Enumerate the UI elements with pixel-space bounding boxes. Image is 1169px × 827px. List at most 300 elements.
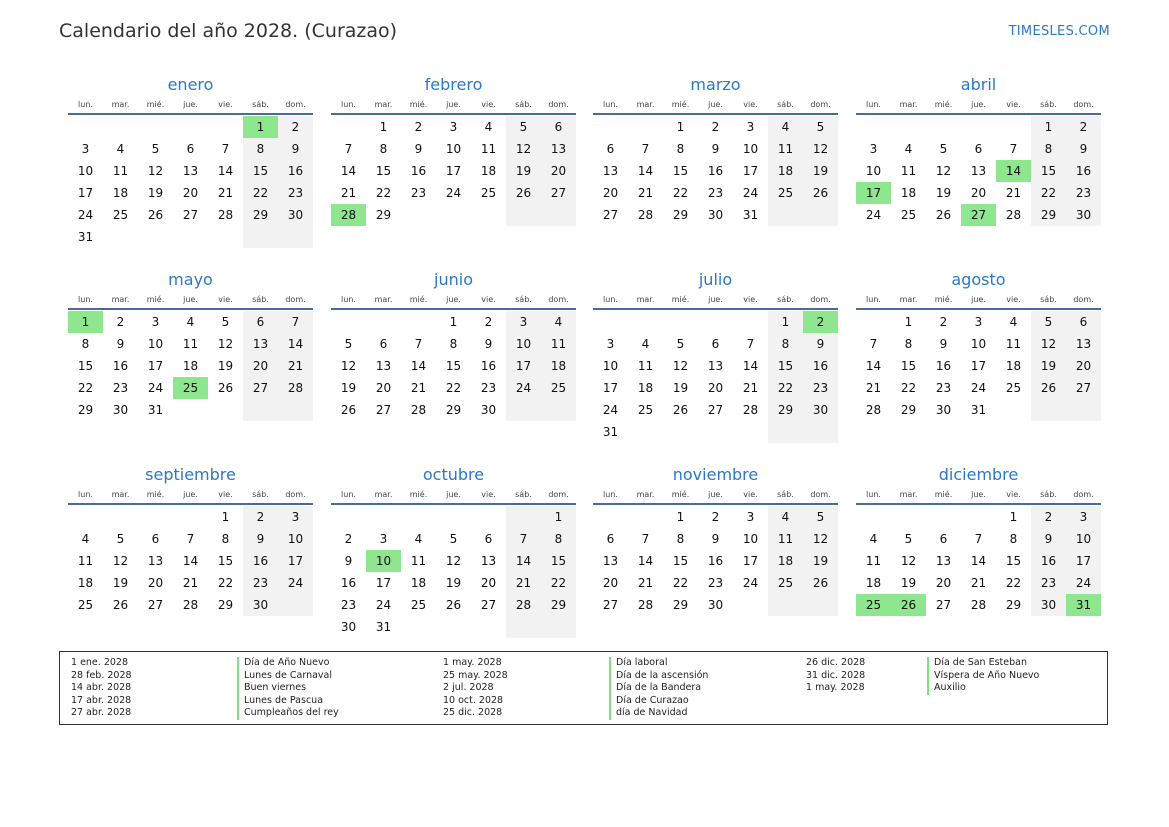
day-cell: 1 bbox=[379, 120, 388, 134]
month-name: diciembre bbox=[938, 465, 1019, 484]
weekday-label: mié. bbox=[934, 295, 953, 304]
weekday-label: vie. bbox=[743, 490, 758, 499]
day-cell: 13 bbox=[970, 164, 987, 178]
month-name: agosto bbox=[951, 270, 1006, 289]
holiday-day-cell: 1 bbox=[68, 311, 103, 333]
empty-cell bbox=[68, 506, 103, 528]
weekday-label: jue. bbox=[183, 295, 198, 304]
legend-date: 14 abr. 2028 bbox=[71, 682, 132, 694]
empty-cell bbox=[243, 226, 278, 248]
day-cell: 30 bbox=[1031, 594, 1066, 616]
holiday-day-cell: 14 bbox=[996, 160, 1031, 182]
holiday-day-cell: 2 bbox=[803, 311, 838, 333]
day-cell: 12 bbox=[803, 138, 838, 160]
empty-cell bbox=[331, 506, 366, 528]
day-cell: 12 bbox=[506, 138, 541, 160]
weekday-label: mar. bbox=[111, 490, 130, 499]
day-cell: 3 bbox=[379, 532, 388, 546]
weekday-label: mié. bbox=[934, 100, 953, 109]
day-cell: 27 bbox=[602, 598, 619, 612]
legend-date: 25 dic. 2028 bbox=[443, 707, 503, 719]
days-grid bbox=[856, 116, 1101, 226]
empty-cell bbox=[768, 204, 803, 226]
day-cell: 18 bbox=[182, 359, 199, 373]
weekday-label: vie. bbox=[481, 490, 496, 499]
day-cell: 17 bbox=[445, 164, 462, 178]
day-cell: 18 bbox=[541, 355, 576, 377]
empty-cell bbox=[961, 506, 996, 528]
empty-cell bbox=[366, 506, 401, 528]
weekday-label: mié. bbox=[934, 490, 953, 499]
day-cell: 12 bbox=[340, 359, 357, 373]
header-divider bbox=[331, 503, 576, 505]
days-grid bbox=[68, 116, 313, 248]
day-cell: 10 bbox=[77, 164, 94, 178]
legend-names-col-1 bbox=[237, 657, 339, 720]
day-cell: 30 bbox=[340, 620, 357, 634]
empty-cell bbox=[173, 399, 208, 421]
weekday-label: jue. bbox=[183, 490, 198, 499]
legend-holiday-name: Cumpleaños del rey bbox=[244, 707, 339, 719]
month-name: noviembre bbox=[672, 465, 759, 484]
day-cell: 3 bbox=[746, 510, 755, 524]
day-cell: 14 bbox=[970, 554, 987, 568]
month-name: marzo bbox=[690, 75, 741, 94]
day-cell: 4 bbox=[484, 120, 493, 134]
month-name: enero bbox=[167, 75, 214, 94]
month-diciembre bbox=[856, 464, 1101, 616]
day-cell: 6 bbox=[186, 142, 195, 156]
day-cell: 29 bbox=[375, 208, 392, 222]
legend-holiday-name: Día de la ascensión bbox=[616, 669, 709, 681]
day-cell: 22 bbox=[77, 381, 94, 395]
days-grid bbox=[593, 311, 838, 443]
day-cell: 19 bbox=[672, 381, 689, 395]
day-cell: 22 bbox=[1031, 182, 1066, 204]
day-cell: 5 bbox=[939, 142, 948, 156]
month-name: junio bbox=[434, 270, 473, 289]
day-cell: 26 bbox=[672, 403, 689, 417]
empty-cell bbox=[68, 116, 103, 138]
day-cell: 10 bbox=[742, 532, 759, 546]
weekday-label: sáb. bbox=[777, 295, 794, 304]
day-cell: 12 bbox=[217, 337, 234, 351]
weekday-label: sáb. bbox=[777, 490, 794, 499]
day-cell: 23 bbox=[707, 576, 724, 590]
day-cell: 7 bbox=[344, 142, 353, 156]
day-cell: 15 bbox=[672, 554, 689, 568]
day-cell: 16 bbox=[1066, 160, 1101, 182]
legend-dates-col-1 bbox=[71, 657, 132, 720]
day-cell: 5 bbox=[506, 116, 541, 138]
day-cell: 15 bbox=[541, 550, 576, 572]
day-cell: 4 bbox=[869, 532, 878, 546]
empty-cell bbox=[628, 311, 663, 333]
day-cell: 17 bbox=[970, 359, 987, 373]
weekday-label: jue. bbox=[183, 100, 198, 109]
weekday-label: lun. bbox=[78, 490, 93, 499]
day-cell: 6 bbox=[711, 337, 720, 351]
day-cell: 24 bbox=[865, 208, 882, 222]
day-cell: 1 bbox=[676, 510, 685, 524]
day-cell: 18 bbox=[1005, 359, 1022, 373]
day-cell: 26 bbox=[147, 208, 164, 222]
day-cell: 20 bbox=[707, 381, 724, 395]
empty-cell bbox=[401, 506, 436, 528]
empty-cell bbox=[103, 506, 138, 528]
weekday-header bbox=[331, 488, 576, 502]
day-cell: 14 bbox=[340, 164, 357, 178]
day-cell: 15 bbox=[445, 359, 462, 373]
day-cell: 28 bbox=[217, 208, 234, 222]
empty-cell bbox=[506, 399, 541, 421]
legend-date: 17 abr. 2028 bbox=[71, 694, 132, 706]
days-grid bbox=[331, 506, 576, 638]
day-cell: 13 bbox=[375, 359, 392, 373]
day-cell: 28 bbox=[278, 377, 313, 399]
weekday-label: lun. bbox=[866, 490, 881, 499]
day-cell: 7 bbox=[746, 337, 755, 351]
day-cell: 29 bbox=[217, 598, 234, 612]
month-name: abril bbox=[960, 75, 997, 94]
weekday-label: sáb. bbox=[515, 295, 532, 304]
day-cell: 5 bbox=[221, 315, 230, 329]
month-name: julio bbox=[698, 270, 733, 289]
day-cell: 19 bbox=[935, 186, 952, 200]
legend-holiday-name: Día de Año Nuevo bbox=[244, 657, 330, 668]
day-cell: 8 bbox=[449, 337, 458, 351]
month-julio bbox=[593, 269, 838, 443]
site-link[interactable]: TIMESLES.COM bbox=[1008, 24, 1110, 39]
empty-cell bbox=[768, 594, 803, 616]
day-cell: 6 bbox=[606, 532, 615, 546]
day-cell: 25 bbox=[1005, 381, 1022, 395]
day-cell: 24 bbox=[1066, 572, 1101, 594]
header-divider bbox=[856, 308, 1101, 310]
day-cell: 10 bbox=[506, 333, 541, 355]
day-cell: 1 bbox=[541, 506, 576, 528]
empty-cell bbox=[331, 116, 366, 138]
weekday-label: lun. bbox=[341, 100, 356, 109]
day-cell: 4 bbox=[1009, 315, 1018, 329]
day-cell: 24 bbox=[602, 403, 619, 417]
weekday-label: vie. bbox=[481, 295, 496, 304]
day-cell: 1 bbox=[1031, 116, 1066, 138]
legend-date: 1 may. 2028 bbox=[443, 657, 502, 668]
day-cell: 9 bbox=[116, 337, 125, 351]
month-noviembre bbox=[593, 464, 838, 616]
day-cell: 1 bbox=[768, 311, 803, 333]
days-grid bbox=[593, 116, 838, 226]
header-divider bbox=[68, 113, 313, 115]
empty-cell bbox=[733, 311, 768, 333]
holiday-day-cell: 28 bbox=[331, 204, 366, 226]
day-cell: 12 bbox=[112, 554, 129, 568]
weekday-label: mié. bbox=[671, 100, 690, 109]
day-cell: 30 bbox=[278, 204, 313, 226]
empty-cell bbox=[803, 204, 838, 226]
day-cell: 8 bbox=[904, 337, 913, 351]
empty-cell bbox=[628, 116, 663, 138]
empty-cell bbox=[698, 421, 733, 443]
day-cell: 30 bbox=[707, 598, 724, 612]
day-cell: 20 bbox=[1066, 355, 1101, 377]
weekday-label: vie. bbox=[218, 490, 233, 499]
legend-holiday-name: Día laboral bbox=[616, 657, 668, 668]
day-cell: 11 bbox=[865, 554, 882, 568]
day-cell: 14 bbox=[182, 554, 199, 568]
day-cell: 9 bbox=[344, 554, 353, 568]
day-cell: 21 bbox=[742, 381, 759, 395]
day-cell: 15 bbox=[672, 164, 689, 178]
weekday-label: lun. bbox=[341, 490, 356, 499]
day-cell: 19 bbox=[900, 576, 917, 590]
day-cell: 15 bbox=[768, 355, 803, 377]
day-cell: 24 bbox=[742, 576, 759, 590]
days-grid bbox=[593, 506, 838, 616]
weekday-label: dom. bbox=[548, 295, 569, 304]
weekday-label: mar. bbox=[111, 100, 130, 109]
day-cell: 6 bbox=[151, 532, 160, 546]
days-grid bbox=[68, 506, 313, 616]
page-title: Calendario del año 2028. (Curazao) bbox=[59, 20, 398, 42]
day-cell: 12 bbox=[445, 554, 462, 568]
day-cell: 19 bbox=[147, 186, 164, 200]
day-cell: 22 bbox=[375, 186, 392, 200]
day-cell: 9 bbox=[414, 142, 423, 156]
day-cell: 21 bbox=[340, 186, 357, 200]
weekday-label: lun. bbox=[78, 100, 93, 109]
day-cell: 18 bbox=[900, 186, 917, 200]
empty-cell bbox=[891, 506, 926, 528]
day-cell: 7 bbox=[221, 142, 230, 156]
day-cell: 15 bbox=[375, 164, 392, 178]
day-cell: 5 bbox=[116, 532, 125, 546]
day-cell: 1 bbox=[449, 315, 458, 329]
day-cell: 22 bbox=[541, 572, 576, 594]
day-cell: 29 bbox=[1005, 598, 1022, 612]
day-cell: 7 bbox=[414, 337, 423, 351]
day-cell: 8 bbox=[1031, 138, 1066, 160]
weekday-label: sáb. bbox=[515, 490, 532, 499]
empty-cell bbox=[628, 506, 663, 528]
empty-cell bbox=[471, 616, 506, 638]
day-cell: 3 bbox=[506, 311, 541, 333]
day-cell: 3 bbox=[1066, 506, 1101, 528]
day-cell: 31 bbox=[375, 620, 392, 634]
day-cell: 5 bbox=[1031, 311, 1066, 333]
day-cell: 4 bbox=[81, 532, 90, 546]
empty-cell bbox=[768, 421, 803, 443]
day-cell: 1 bbox=[1009, 510, 1018, 524]
day-cell: 22 bbox=[672, 186, 689, 200]
day-cell: 15 bbox=[77, 359, 94, 373]
day-cell: 2 bbox=[414, 120, 423, 134]
legend-date: 25 may. 2028 bbox=[443, 669, 508, 681]
weekday-label: vie. bbox=[1006, 100, 1021, 109]
day-cell: 3 bbox=[974, 315, 983, 329]
weekday-label: dom. bbox=[285, 490, 306, 499]
weekday-label: dom. bbox=[1073, 295, 1094, 304]
month-name: octubre bbox=[422, 465, 485, 484]
day-cell: 27 bbox=[243, 377, 278, 399]
day-cell: 29 bbox=[672, 208, 689, 222]
day-cell: 21 bbox=[637, 186, 654, 200]
day-cell: 9 bbox=[243, 528, 278, 550]
day-cell: 8 bbox=[676, 142, 685, 156]
header-divider bbox=[68, 308, 313, 310]
empty-cell bbox=[401, 204, 436, 226]
month-mayo bbox=[68, 269, 313, 421]
weekday-label: jue. bbox=[971, 295, 986, 304]
weekday-label: dom. bbox=[1073, 100, 1094, 109]
legend-holiday-name: día de Navidad bbox=[616, 707, 688, 719]
day-cell: 21 bbox=[217, 186, 234, 200]
weekday-label: mié. bbox=[146, 100, 165, 109]
month-marzo bbox=[593, 74, 838, 226]
day-cell: 13 bbox=[1066, 333, 1101, 355]
weekday-label: sáb. bbox=[515, 100, 532, 109]
day-cell: 28 bbox=[970, 598, 987, 612]
empty-cell bbox=[278, 399, 313, 421]
day-cell: 20 bbox=[182, 186, 199, 200]
day-cell: 30 bbox=[480, 403, 497, 417]
day-cell: 29 bbox=[672, 598, 689, 612]
day-cell: 9 bbox=[1031, 528, 1066, 550]
day-cell: 28 bbox=[637, 598, 654, 612]
empty-cell bbox=[506, 506, 541, 528]
day-cell: 1 bbox=[221, 510, 230, 524]
day-cell: 23 bbox=[935, 381, 952, 395]
legend-date: 31 dic. 2028 bbox=[806, 669, 866, 681]
empty-cell bbox=[593, 311, 628, 333]
empty-cell bbox=[926, 116, 961, 138]
day-cell: 7 bbox=[641, 532, 650, 546]
empty-cell bbox=[856, 116, 891, 138]
weekday-header bbox=[856, 293, 1101, 307]
weekday-label: sáb. bbox=[777, 100, 794, 109]
day-cell: 19 bbox=[112, 576, 129, 590]
day-cell: 27 bbox=[375, 403, 392, 417]
day-cell: 3 bbox=[278, 506, 313, 528]
day-cell: 6 bbox=[974, 142, 983, 156]
day-cell: 18 bbox=[768, 160, 803, 182]
day-cell: 19 bbox=[506, 160, 541, 182]
weekday-header bbox=[856, 488, 1101, 502]
weekday-label: mié. bbox=[146, 490, 165, 499]
day-cell: 30 bbox=[707, 208, 724, 222]
legend-date: 27 abr. 2028 bbox=[71, 707, 132, 719]
day-cell: 14 bbox=[637, 554, 654, 568]
day-cell: 16 bbox=[1031, 550, 1066, 572]
day-cell: 23 bbox=[1066, 182, 1101, 204]
day-cell: 16 bbox=[707, 554, 724, 568]
day-cell: 5 bbox=[344, 337, 353, 351]
empty-cell bbox=[506, 204, 541, 226]
empty-cell bbox=[733, 421, 768, 443]
month-name: septiembre bbox=[145, 465, 236, 484]
day-cell: 9 bbox=[484, 337, 493, 351]
day-cell: 8 bbox=[1009, 532, 1018, 546]
empty-cell bbox=[593, 506, 628, 528]
weekday-label: jue. bbox=[446, 100, 461, 109]
day-cell: 5 bbox=[904, 532, 913, 546]
empty-cell bbox=[926, 506, 961, 528]
day-cell: 12 bbox=[147, 164, 164, 178]
day-cell: 25 bbox=[541, 377, 576, 399]
day-cell: 11 bbox=[768, 138, 803, 160]
legend-holiday-name: Día de la Bandera bbox=[616, 682, 702, 694]
day-cell: 20 bbox=[935, 576, 952, 590]
day-cell: 18 bbox=[112, 186, 129, 200]
holiday-day-cell: 17 bbox=[856, 182, 891, 204]
day-cell: 20 bbox=[970, 186, 987, 200]
day-cell: 4 bbox=[768, 116, 803, 138]
day-cell: 12 bbox=[672, 359, 689, 373]
day-cell: 11 bbox=[768, 528, 803, 550]
empty-cell bbox=[996, 116, 1031, 138]
empty-cell bbox=[243, 399, 278, 421]
legend-holiday-name: Día de San Esteban bbox=[934, 657, 1027, 668]
weekday-label: dom. bbox=[285, 100, 306, 109]
day-cell: 15 bbox=[243, 160, 278, 182]
day-cell: 28 bbox=[1005, 208, 1022, 222]
day-cell: 11 bbox=[900, 164, 917, 178]
day-cell: 9 bbox=[711, 142, 720, 156]
weekday-label: dom. bbox=[810, 295, 831, 304]
legend-holiday-name: Lunes de Carnaval bbox=[244, 669, 332, 681]
day-cell: 6 bbox=[1066, 311, 1101, 333]
empty-cell bbox=[541, 399, 576, 421]
legend-holiday-name: Lunes de Pascua bbox=[244, 694, 324, 706]
header-divider bbox=[331, 113, 576, 115]
day-cell: 19 bbox=[217, 359, 234, 373]
day-cell: 13 bbox=[243, 333, 278, 355]
weekday-label: mié. bbox=[146, 295, 165, 304]
day-cell: 27 bbox=[480, 598, 497, 612]
empty-cell bbox=[173, 506, 208, 528]
day-cell: 14 bbox=[865, 359, 882, 373]
day-cell: 29 bbox=[900, 403, 917, 417]
day-cell: 26 bbox=[803, 182, 838, 204]
day-cell: 21 bbox=[637, 576, 654, 590]
weekday-label: dom. bbox=[810, 100, 831, 109]
day-cell: 13 bbox=[602, 164, 619, 178]
day-cell: 29 bbox=[1031, 204, 1066, 226]
day-cell: 27 bbox=[147, 598, 164, 612]
day-cell: 19 bbox=[803, 550, 838, 572]
day-cell: 4 bbox=[768, 506, 803, 528]
month-name: mayo bbox=[168, 270, 213, 289]
holiday-day-cell: 26 bbox=[891, 594, 926, 616]
month-name: febrero bbox=[424, 75, 483, 94]
day-cell: 21 bbox=[970, 576, 987, 590]
weekday-label: jue. bbox=[971, 490, 986, 499]
weekday-label: mié. bbox=[409, 100, 428, 109]
empty-cell bbox=[961, 116, 996, 138]
day-cell: 14 bbox=[217, 164, 234, 178]
day-cell: 28 bbox=[506, 594, 541, 616]
day-cell: 26 bbox=[1031, 377, 1066, 399]
empty-cell bbox=[541, 616, 576, 638]
weekday-label: mar. bbox=[899, 100, 918, 109]
day-cell: 13 bbox=[480, 554, 497, 568]
day-cell: 18 bbox=[410, 576, 427, 590]
empty-cell bbox=[103, 116, 138, 138]
empty-cell bbox=[366, 311, 401, 333]
empty-cell bbox=[1066, 399, 1101, 421]
empty-cell bbox=[803, 594, 838, 616]
